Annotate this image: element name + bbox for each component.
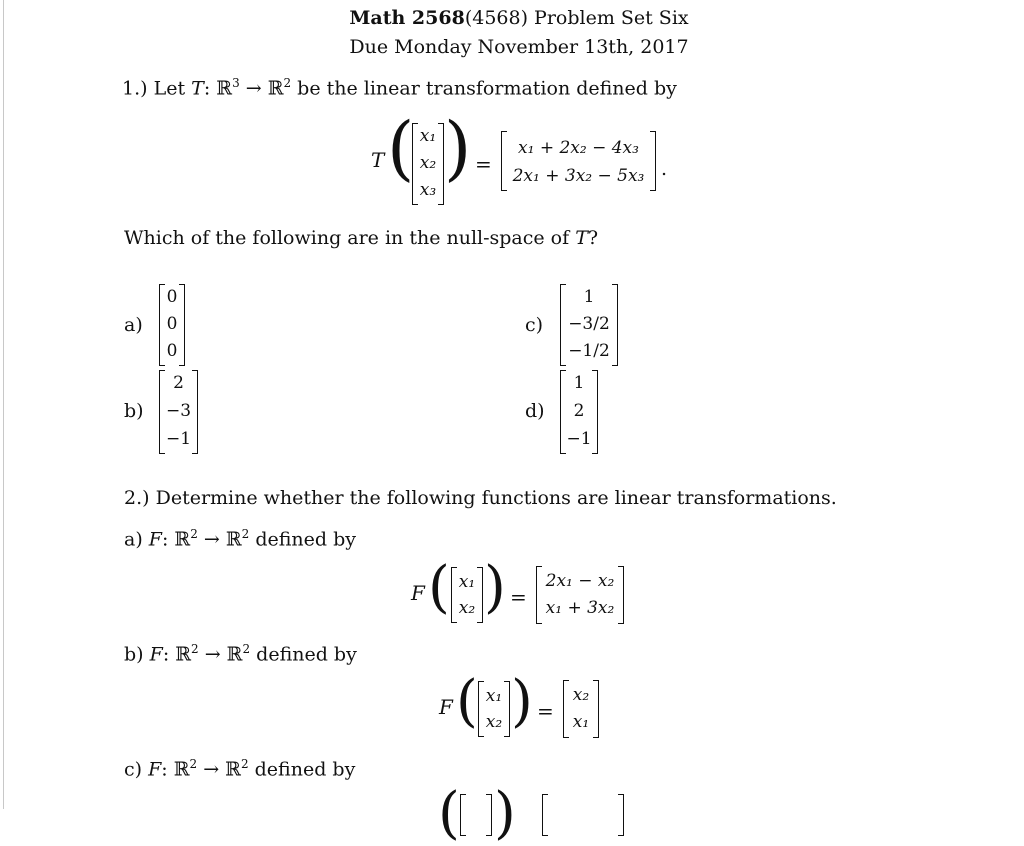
symbol-F: F [148, 528, 162, 551]
vector-entry: −1/2 [568, 341, 610, 361]
option-a-label: a) [124, 314, 143, 336]
left-paren: ( [428, 555, 450, 620]
part-b-statement [124, 643, 357, 664]
vector-entry: −3 [165, 401, 192, 421]
defined-by: defined by [250, 643, 357, 666]
problem2-intro: Determine whether the following functions are linear transformations. [149, 487, 837, 509]
option-b-label: b) [124, 400, 144, 422]
part-a-statement [124, 528, 356, 549]
defined-by: defined by [248, 758, 356, 781]
vector-entry: x₂ [485, 712, 503, 732]
vector-entry: x₂ [572, 685, 590, 705]
vector-entry: 1 [573, 373, 585, 393]
part-a-label: a) [124, 528, 143, 551]
right-paren: ) [444, 107, 472, 189]
vector-entry: x₁ + 3x₂ [545, 598, 615, 618]
part-a-output-vector [536, 567, 624, 623]
part-c-label: c) [124, 758, 143, 781]
option-c-vector [560, 285, 618, 365]
document-page [3, 0, 1024, 846]
exp-2: 2 [283, 76, 292, 90]
left-paren: ( [387, 107, 415, 189]
vector-entry: 0 [166, 341, 178, 361]
exp-2: 2 [240, 757, 249, 771]
part-b-input-vector [478, 682, 510, 736]
output-vector [501, 132, 656, 190]
codomain-R: → ℝ [239, 77, 284, 100]
exp-2: 2 [242, 642, 251, 656]
option-b-vector [159, 371, 198, 453]
part-b-label: b) [124, 643, 144, 666]
vector-entry: x₃ [419, 180, 437, 200]
defined-by: defined by [249, 528, 356, 551]
vector-entry: x₁ [458, 572, 476, 592]
equals-sign: = [475, 152, 492, 176]
symbol-F: F [149, 643, 163, 666]
vector-entry: 0 [166, 287, 178, 307]
vector-entry: x₁ [419, 126, 437, 146]
right-paren: ) [511, 669, 533, 734]
domain-R: : ℝ [162, 643, 192, 666]
problem1-intro-rest: be the linear transformation defined by [291, 77, 677, 100]
vector-entry: x₁ [485, 686, 503, 706]
part-b-output-vector [563, 681, 599, 737]
part-a-input-vector [451, 568, 483, 622]
codomain-R: → ℝ [198, 643, 243, 666]
vector-entry: 0 [166, 314, 178, 334]
page-title [4, 9, 1024, 28]
title-rest: (4568) Problem Set Six [464, 7, 689, 29]
problem2-statement [124, 489, 837, 508]
symbol-T: T [575, 227, 588, 249]
option-d-label: d) [525, 400, 545, 422]
question-text: Which of the following are in the null-space of [124, 227, 576, 249]
problem1-number: 1.) [122, 77, 148, 100]
problem1-statement [122, 77, 677, 98]
period: . [661, 158, 668, 180]
codomain-R: → ℝ [197, 758, 241, 781]
course-number: Math 2568 [349, 7, 465, 29]
left-paren: ( [456, 669, 478, 734]
vector-entry: 1 [583, 287, 595, 307]
nullspace-question [124, 229, 598, 248]
exp-2: 2 [190, 527, 198, 541]
right-paren-cut: ) [494, 781, 516, 846]
domain-R: : ℝ [161, 528, 191, 551]
vector-entry: x₂ [419, 153, 437, 173]
vector-entry: −1 [165, 429, 192, 449]
symbol-T-display: T [371, 148, 385, 172]
left-paren-cut: ( [438, 781, 460, 846]
option-a-vector [159, 285, 185, 365]
vector-entry: 2x₁ + 3x₂ − 5x₃ [512, 166, 645, 186]
domain-R: : ℝ [161, 758, 190, 781]
exp-2: 2 [191, 642, 199, 656]
vector-entry: −3/2 [568, 314, 610, 334]
problem2-number: 2.) [124, 487, 150, 509]
vector-entry: 2 [173, 373, 184, 393]
vector-entry: 2 [573, 401, 585, 421]
problem1-let: Let [153, 77, 186, 100]
vector-entry: −1 [566, 429, 592, 449]
option-c-label: c) [525, 314, 544, 336]
option-d-vector [560, 371, 598, 453]
vector-entry: x₂ [458, 598, 476, 618]
question-mark: ? [587, 227, 599, 249]
codomain-R: → ℝ [197, 528, 242, 551]
symbol-F-display: F [439, 695, 453, 719]
equals-sign: = [537, 699, 554, 723]
vector-entry: x₁ [572, 712, 590, 732]
part-c-statement [124, 758, 355, 779]
exp-2: 2 [189, 757, 198, 771]
symbol-F-display: F [411, 581, 425, 605]
exp-2: 2 [241, 527, 250, 541]
part-c-output-vector-cut [542, 795, 624, 835]
due-date: Due Monday November 13th, 2017 [349, 36, 689, 58]
domain-R: : ℝ [203, 77, 233, 100]
right-paren: ) [484, 555, 506, 620]
exp-3: 3 [232, 76, 240, 90]
symbol-T: T [191, 77, 204, 100]
equals-sign: = [510, 585, 527, 609]
vector-entry: x₁ + 2x₂ − 4x₃ [518, 138, 639, 158]
input-vector-x [412, 124, 444, 204]
part-c-input-vector-cut [460, 795, 492, 835]
symbol-F: F [148, 758, 162, 781]
vector-entry: 2x₁ − x₂ [545, 571, 615, 591]
